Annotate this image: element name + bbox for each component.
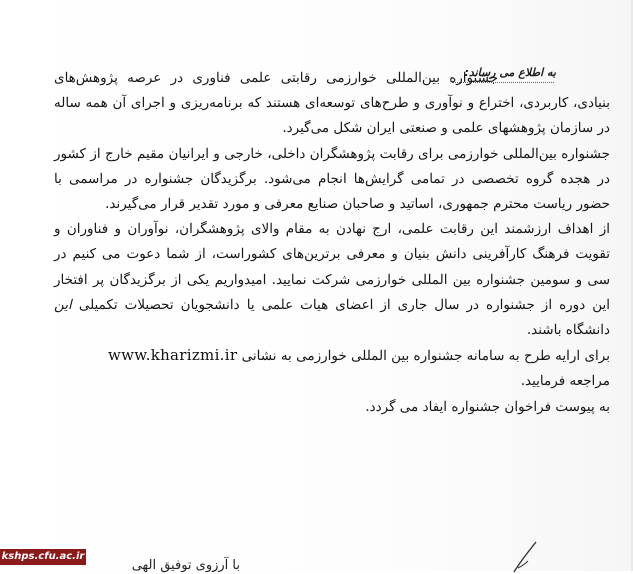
cropped-header-text	[380, 0, 580, 6]
paragraph-goals	[54, 217, 610, 343]
paragraph-goals-end: دانشگاه باشند.	[526, 322, 610, 339]
paragraph-goals-emphasis: این	[54, 296, 72, 313]
paragraph-attachment-text: به پیوست فراخوان جشنواره ایفاد می گردد.	[365, 398, 610, 415]
signature-mark	[506, 540, 546, 574]
notice-label: به اطلاع می رساند:	[464, 66, 556, 79]
paragraph-intro	[54, 66, 610, 142]
paragraph-goals-text: از اهداف ارزشمند این رقابت علمی، ارج نهادن به مقام والای پژوهشگران، نوآوران و فناوران و تقویت فرهنگ کارآفرینی دانش بنیان و معرفی برترین‌های کشوراست، از شما دعوت می کنیم در سی و سومین جشنواره بین المللی خوارزمی شرکت نمایید. امیدواریم یکی از برگزیدگان پر افتخار این دوره از جشنواره در سال جاری از اعضای هیات علمی یا دانشجویان تحصیلات تکمیلی	[54, 221, 610, 313]
paragraph-participants	[54, 142, 610, 218]
paragraph-submission	[54, 343, 610, 394]
site-watermark: kshps.cfu.ac.ir	[0, 549, 86, 565]
letter-body	[54, 66, 610, 420]
paragraph-attachment	[54, 395, 610, 420]
paragraph-participants-text: جشنواره بین‌المللی خوارزمی برای رقابت پژوهشگران داخلی، خارجی و ایرانیان مقیم خارج از کشور در هجده گروه تخصصی در تمامی گرایش‌ها انجام می‌شود. برگزیدگان جشنواره در مراسمی با حضور ریاست محترم جمهوری، اساتید و صاحبان صنایع معرفی و مورد تقدیر قرار می‌گیرند.	[54, 145, 610, 213]
website-link[interactable]: www.kharizmi.ir	[107, 346, 238, 365]
paragraph-submission-end: مراجعه فرمایید.	[520, 373, 610, 390]
paragraph-intro-text: جشنواره بین‌المللی خوارزمی رقابتی علمی فناوری در عرصه پژوهش‌های بنیادی، کاربردی، اختراع و نوآوری و طرح‌های توسعه‌ای هستند که برنامه‌ریزی و اجرای آن همه ساله در سازمان پژوهشهای علمی و صنعتی ایران شکل می‌گیرد.	[54, 70, 610, 137]
closing-line: با آرزوی توفیق الهی	[131, 558, 240, 573]
paragraph-submission-text: برای ارایه طرح به سامانه جشنواره بین المللی خوارزمی به نشانی	[241, 348, 610, 365]
